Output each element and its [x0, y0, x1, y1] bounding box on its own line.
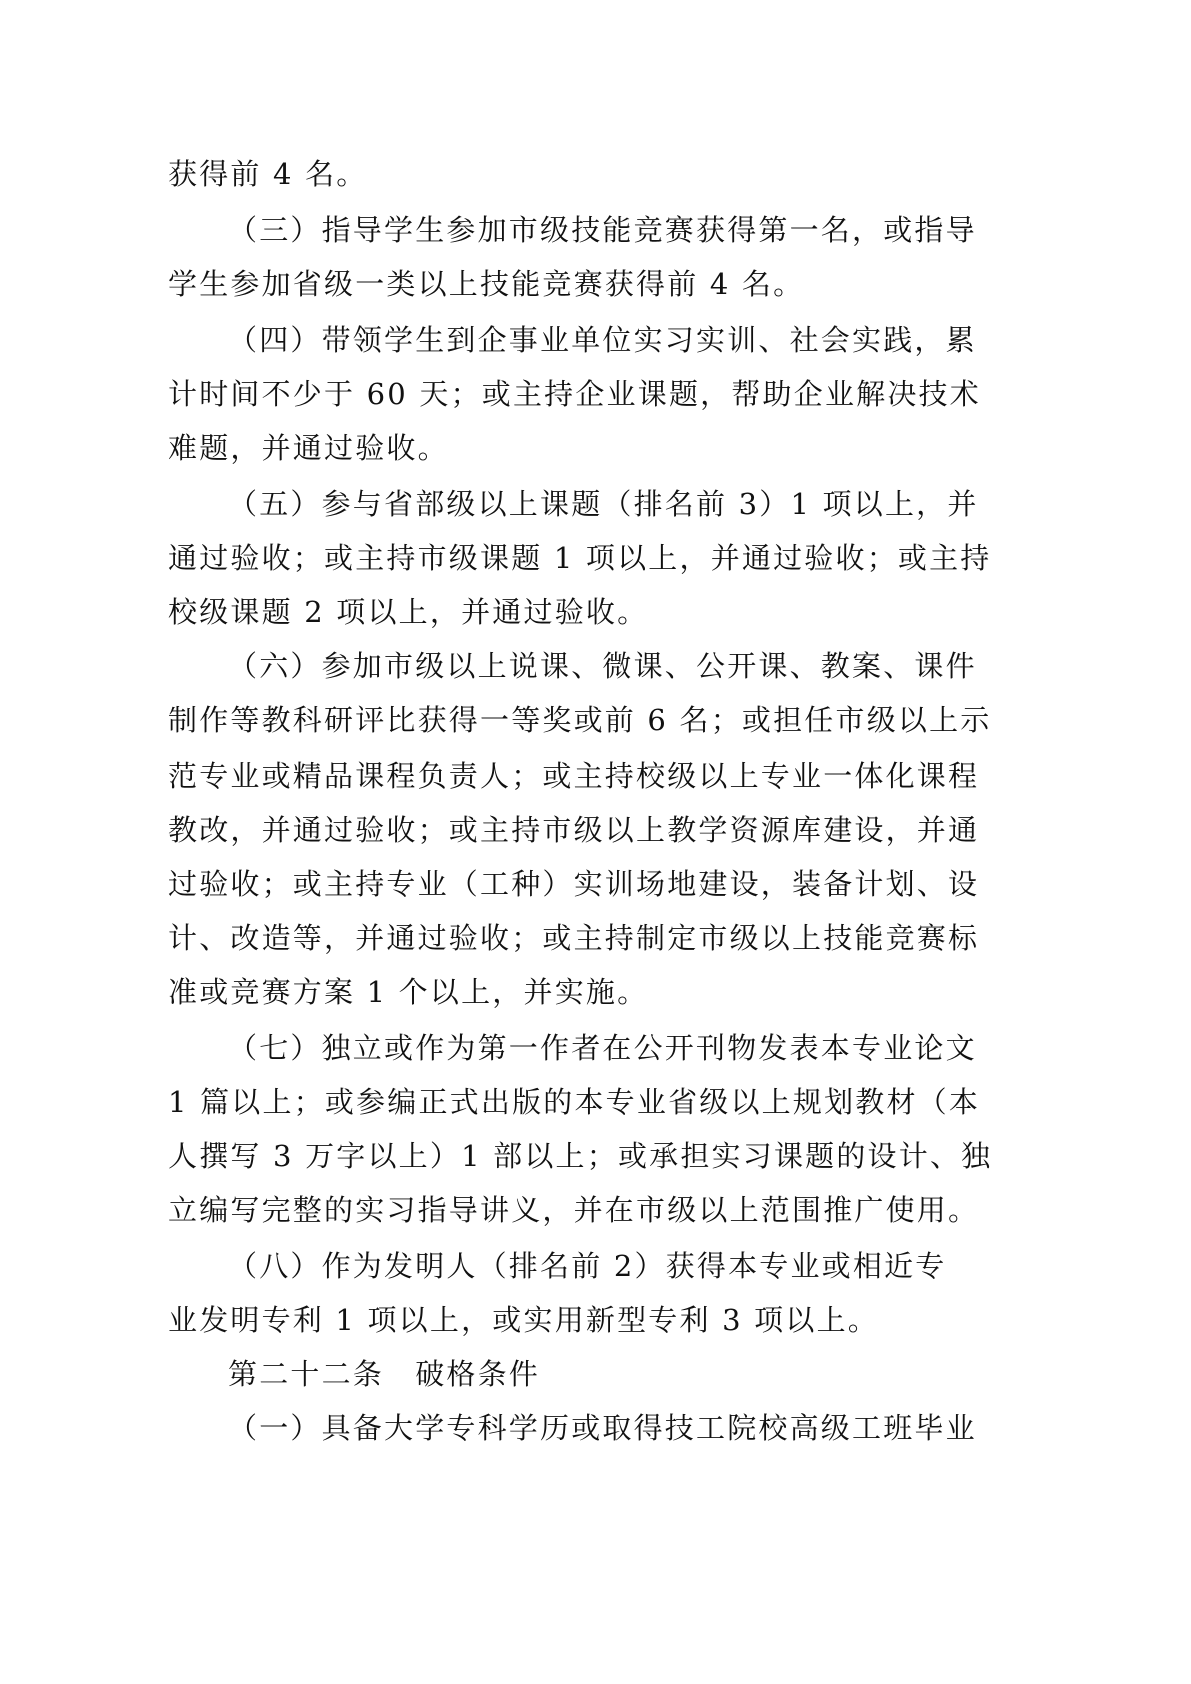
- text-line: 人撰写 3 万字以上）1 部以上；或承担实习课题的设计、独: [168, 1139, 993, 1173]
- text-line: （一）具备大学专科学历或取得技工院校高级工班毕业: [228, 1411, 977, 1445]
- text-line: 校级课题 2 项以上，并通过验收。: [168, 595, 649, 629]
- text-line: 范专业或精品课程负责人；或主持校级以上专业一体化课程: [168, 759, 980, 793]
- text-line: （四）带领学生到企事业单位实习实训、社会实践，累: [228, 323, 977, 357]
- text-line: （八）作为发明人（排名前 2）获得本专业或相近专: [228, 1249, 947, 1283]
- text-line: 计时间不少于 60 天；或主持企业课题，帮助企业解决技术: [168, 377, 981, 411]
- text-line: （五）参与省部级以上课题（排名前 3）1 项以上，并: [228, 487, 979, 521]
- text-line: 准或竞赛方案 1 个以上，并实施。: [168, 975, 649, 1009]
- text-line: （三）指导学生参加市级技能竞赛获得第一名，或指导: [228, 213, 977, 247]
- text-line: 1 篇以上；或参编正式出版的本专业省级以上规划教材（本: [168, 1085, 981, 1119]
- text-line: 立编写完整的实习指导讲义，并在市级以上范围推广使用。: [168, 1193, 980, 1227]
- text-line: 制作等教科研评比获得一等奖或前 6 名；或担任市级以上示: [168, 703, 992, 737]
- text-line: （七）独立或作为第一作者在公开刊物发表本专业论文: [228, 1031, 977, 1065]
- text-line: 学生参加省级一类以上技能竞赛获得前 4 名。: [168, 267, 805, 301]
- text-line: 计、改造等，并通过验收；或主持制定市级以上技能竞赛标: [168, 921, 980, 955]
- text-line: 通过验收；或主持市级课题 1 项以上，并通过验收；或主持: [168, 541, 992, 575]
- text-line: 教改，并通过验收；或主持市级以上教学资源库建设，并通: [168, 813, 980, 847]
- text-line: 过验收；或主持专业（工种）实训场地建设，装备计划、设: [168, 867, 980, 901]
- text-line: 获得前 4 名。: [168, 157, 368, 191]
- text-line: 难题，并通过验收。: [168, 431, 449, 465]
- text-line: 业发明专利 1 项以上，或实用新型专利 3 项以上。: [168, 1303, 879, 1337]
- text-line: （六）参加市级以上说课、微课、公开课、教案、课件: [228, 649, 977, 683]
- section-heading: 第二十二条 破格条件: [228, 1357, 541, 1391]
